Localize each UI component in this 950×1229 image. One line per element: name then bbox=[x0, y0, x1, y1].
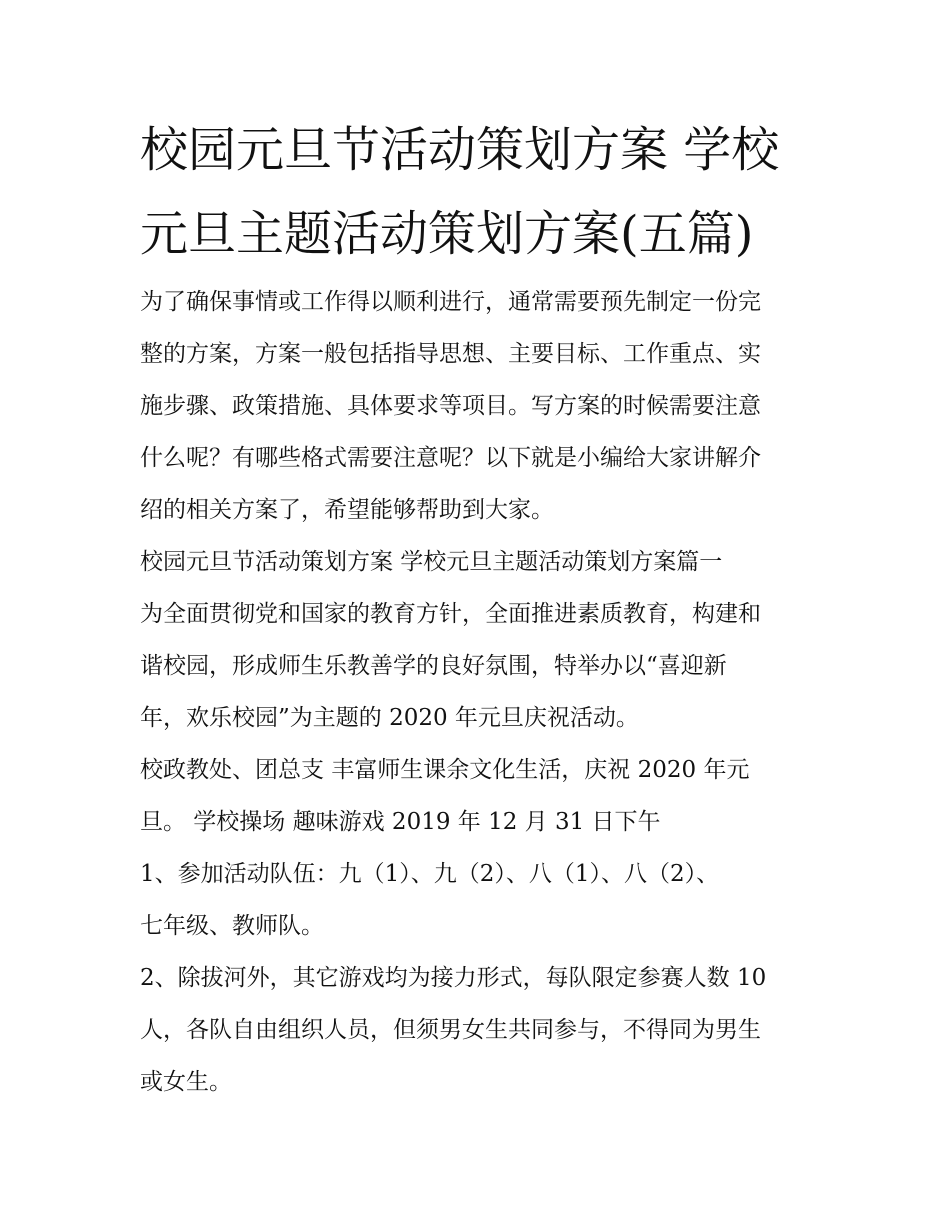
list-item-line: 2、除拔河外，其它游戏均为接力形式，每队限定参赛人数 10 bbox=[140, 965, 767, 991]
paragraph-line: 旦。 学校操场 趣味游戏 2019 年 12 月 31 日下午 bbox=[140, 809, 661, 835]
list-item-line: 1、参加活动队伍：九（1）、九（2）、八（1）、八（2）、 bbox=[140, 861, 720, 887]
paragraph-line: 整的方案，方案一般包括指导思想、主要目标、工作重点、实 bbox=[140, 341, 761, 367]
paragraph-line: 年，欢乐校园”为主题的 2020 年元旦庆祝活动。 bbox=[140, 705, 639, 731]
title-line-1: 校园元旦节活动策划方案 学校 bbox=[140, 122, 780, 178]
paragraph-line: 为全面贯彻党和国家的教育方针，全面推进素质教育，构建和 bbox=[140, 601, 761, 627]
list-item-line: 七年级、教师队。 bbox=[140, 913, 324, 939]
section-heading: 校园元旦节活动策划方案 学校元旦主题活动策划方案篇一 bbox=[140, 549, 723, 575]
document-title bbox=[140, 108, 820, 276]
paragraph-line: 校政教处、团总支 丰富师生课余文化生活，庆祝 2020 年元 bbox=[140, 757, 750, 783]
title-line-2: 元旦主题活动策划方案(五篇) bbox=[140, 206, 754, 262]
paragraph-line: 绍的相关方案了，希望能够帮助到大家。 bbox=[140, 497, 554, 523]
paragraph-line: 为了确保事情或工作得以顺利进行，通常需要预先制定一份完 bbox=[140, 289, 761, 315]
paragraph-line: 什么呢？有哪些格式需要注意呢？以下就是小编给大家讲解介 bbox=[140, 445, 761, 471]
document-body bbox=[140, 276, 820, 1108]
paragraph-line: 施步骤、政策措施、具体要求等项目。写方案的时候需要注意 bbox=[140, 393, 761, 419]
paragraph-line: 谐校园，形成师生乐教善学的良好氛围，特举办以“喜迎新 bbox=[140, 653, 727, 679]
list-item-line: 或女生。 bbox=[140, 1069, 232, 1095]
list-item-line: 人，各队自由组织人员，但须男女生共同参与，不得同为男生 bbox=[140, 1017, 761, 1043]
